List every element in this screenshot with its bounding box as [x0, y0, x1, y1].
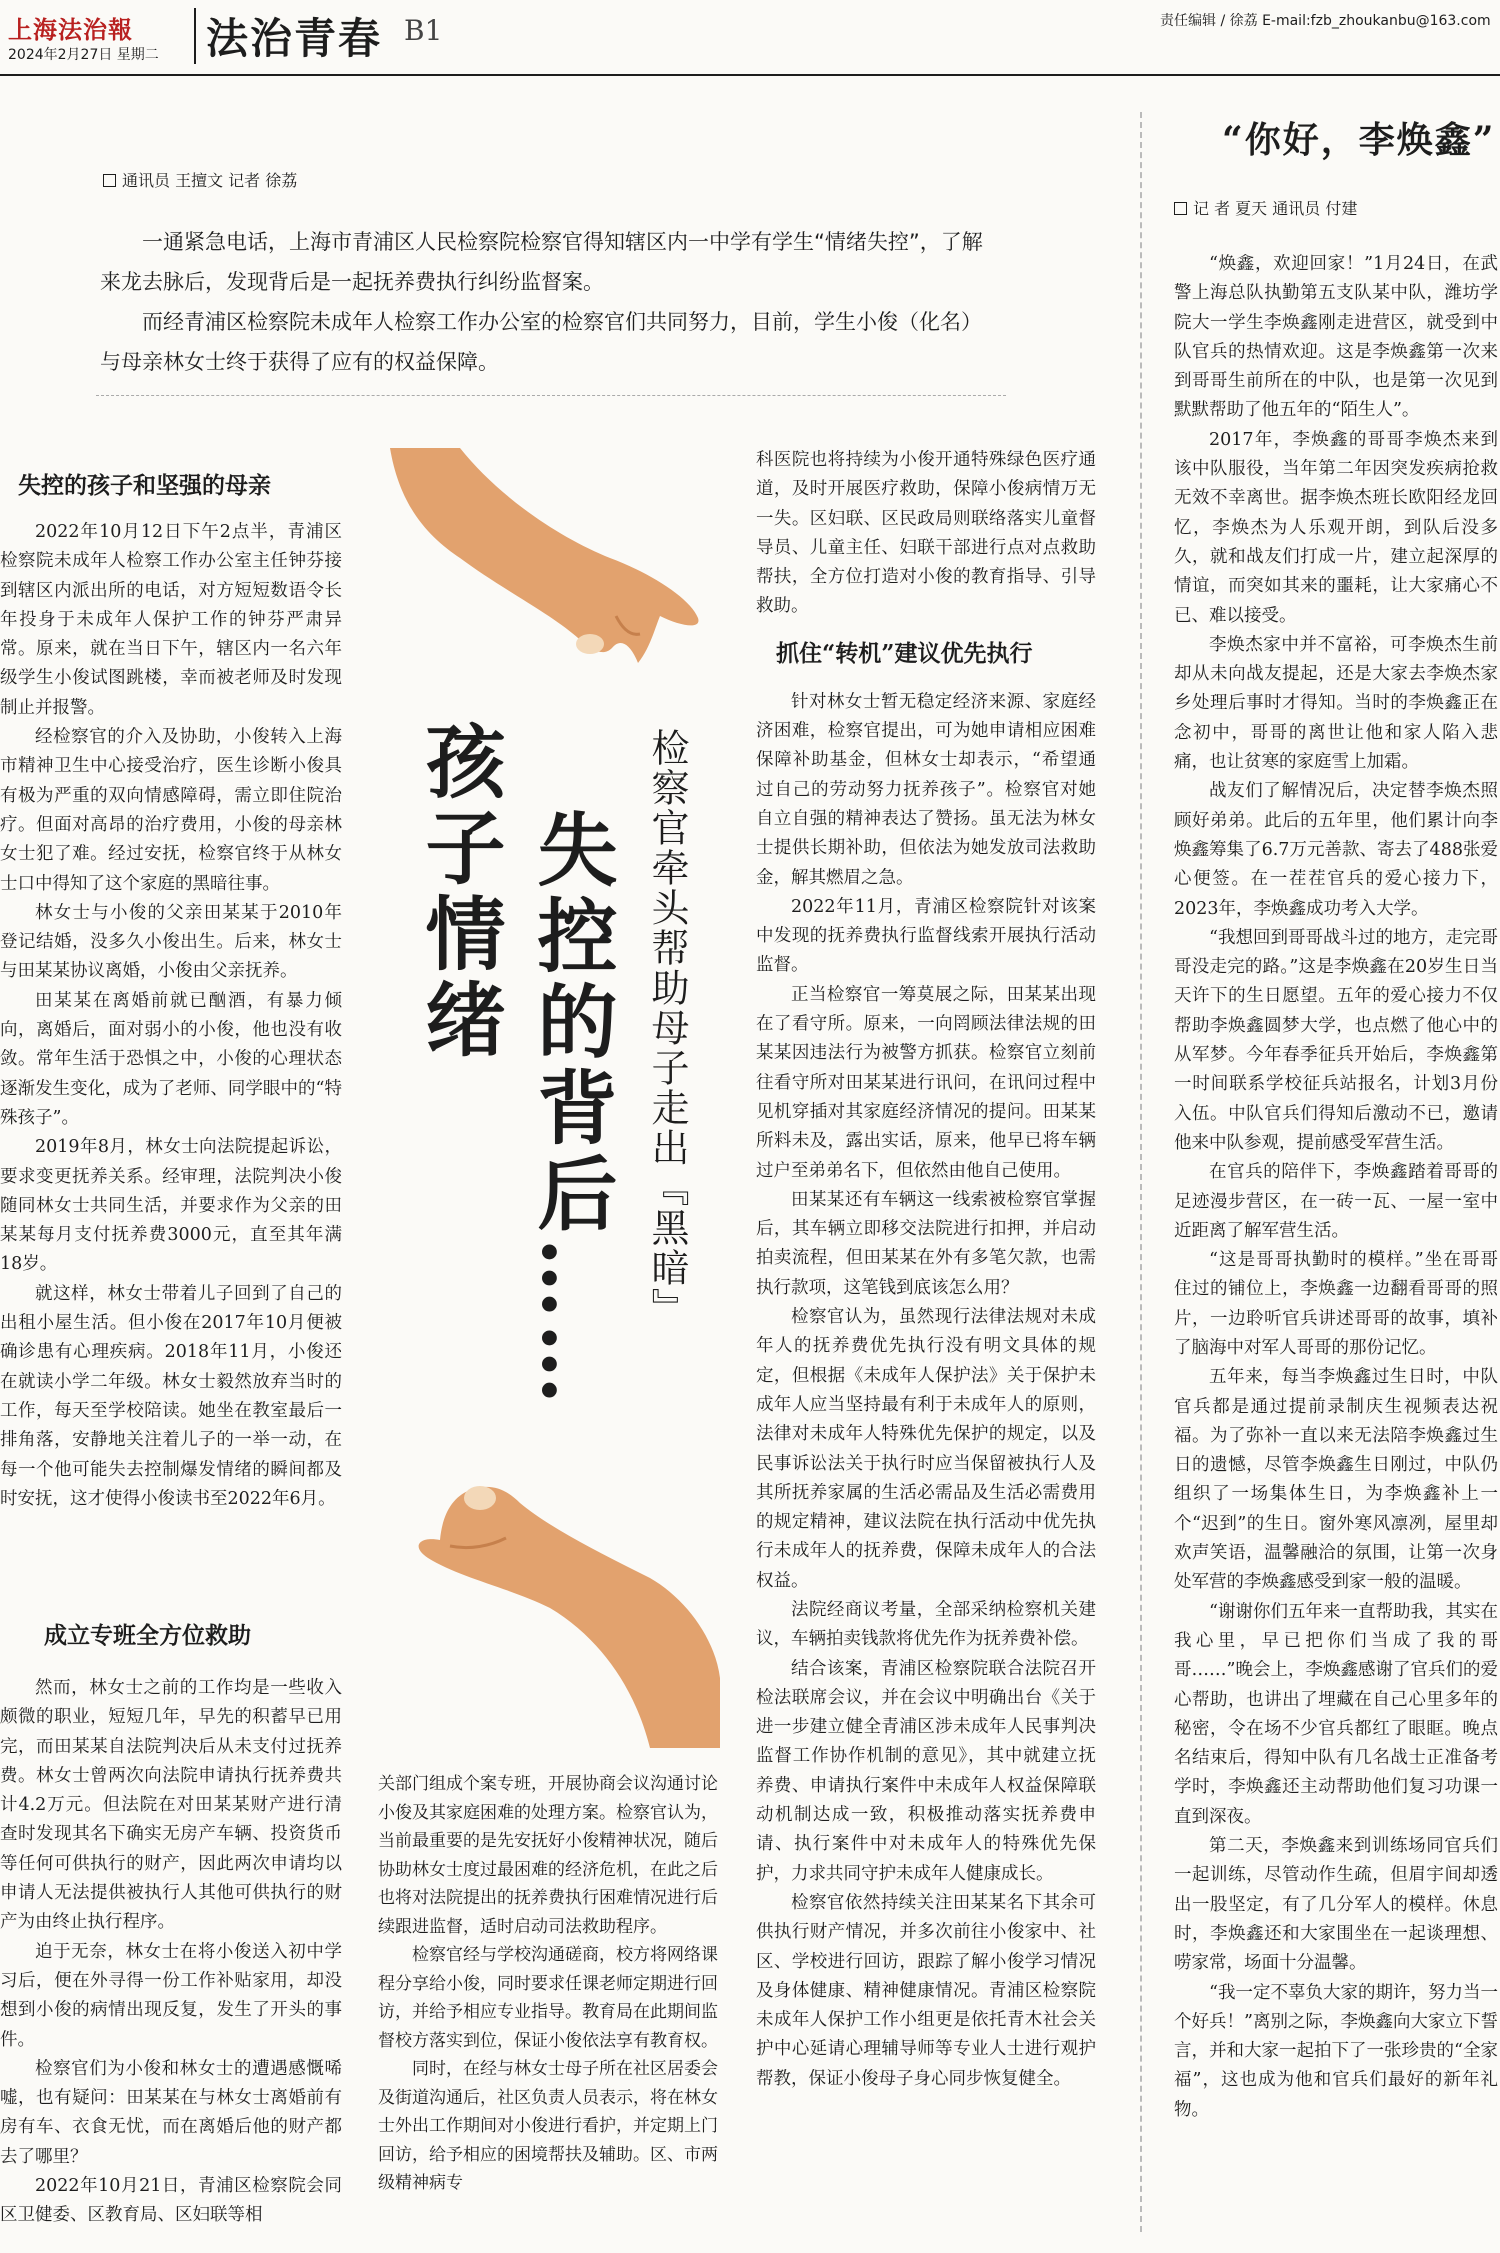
body-paragraph: 2019年8月，林女士向法院提起诉讼，要求变更抚养关系。经审理，法院判决小俊随同林女士共同生活，并要求作为父亲的田某某每月支付抚养费3000元，直至其年满18岁。	[0, 1137, 342, 1275]
body-paragraph: 五年来，每当李焕鑫过生日时，中队官兵都是通过提前录制庆生视频表达祝福。为了弥补一直以来无法陪李焕鑫过生日的遗憾，尽管李焕鑫生日刚过，中队仍组织了一场集体生日，为李焕鑫补上一个“迟到”的生日。窗外寒风凛冽，屋里却欢声笑语，温馨融洽的氛围，让第一次身处军营的李焕鑫感受到家一般的温暖。	[1174, 1367, 1498, 1593]
article-byline: 通讯员 王擅文 记者 徐荔	[103, 168, 297, 191]
body-paragraph: 检察官依然持续关注田某某名下其余可供执行财产情况，并多次前往小俊家中、社区、学校进行回访，跟踪了解小俊学习情况及身体健康、精神健康情况。青浦区检察院未成年人保护工作小组更是依托青木社会关护中心延请心理辅导师等专业人士进行观护帮教，保证小俊母子身心同步恢复健全。	[756, 1892, 1096, 2089]
masthead-logo: 上海法治報	[8, 15, 133, 44]
editor-line: 责任编辑 / 徐荔 E-mail:fzb_zhoukanbu@163.com	[1160, 13, 1491, 29]
page-header	[0, 0, 1500, 76]
article-column-1-lower	[0, 1620, 342, 2231]
body-paragraph: 战友们了解情况后，决定替李焕杰照顾好弟弟。此后的五年里，他们累计向李焕鑫筹集了6.7万元善款、寄去了488张爱心便签。在一茬茬官兵的爱心接力下，2023年，李焕鑫成功考入大学。	[1174, 781, 1498, 919]
square-icon	[1174, 202, 1187, 215]
body-paragraph: 科医院也将持续为小俊开通特殊绿色医疗通道，及时开展医疗救助，保障小俊病情万无一失。区妇联、区民政局则联络落实儿童督导员、儿童主任、妇联干部进行点对点救助帮扶，全方位打造对小俊的教育指导、引导救助。	[756, 450, 1096, 617]
body-paragraph: “谢谢你们五年来一直帮助我，其实在我心里，早已把你们当成了我的哥哥……”晚会上，李焕鑫感谢了官兵们的爱心帮助，也讲出了埋藏在自己心里多年的秘密，令在场不少官兵都红了眼眶。晚点名结束后，得知中队有几名战士正准备考学时，李焕鑫还主动帮助他们复习功课一直到深夜。	[1174, 1601, 1498, 1827]
column-divider	[1140, 112, 1142, 2232]
subheadline: 检察官牵头帮助母子走出『黑暗』	[645, 728, 689, 1328]
lead-paragraph: 而经青浦区检察院未成年人检察工作办公室的检察官们共同努力，目前，学生小俊（化名）与母亲林女士终于获得了应有的权益保障。	[100, 310, 982, 374]
body-paragraph: “我一定不辜负大家的期许，努力当一个好兵！”离别之际，李焕鑫向大家立下誓言，并和大家一起拍下了一张珍贵的“全家福”，这也成为他和官兵们最好的新年礼物。	[1174, 1982, 1498, 2120]
body-paragraph: 2022年10月21日，青浦区检察院会同区卫健委、区教育局、区妇联等相	[0, 2176, 342, 2226]
body-paragraph: 正当检察官一筹莫展之际，田某某出现在了看守所。原来，一向罔顾法律法规的田某某因违法行为被警方抓获。检察官立刻前往看守所对田某某进行讯问，在讯问过程中见机穿插对其家庭经济情况的提问。田某某所料未及，露出实话，原来，他早已将车辆过户至弟弟名下，但依然由他自己使用。	[756, 984, 1096, 1181]
body-paragraph: 李焕杰家中并不富裕，可李焕杰生前却从未向战友提起，还是大家去李焕杰家乡处理后事时才得知。当时的李焕鑫正在念初中，哥哥的离世让他和家人陷入悲痛，也让贫寒的家庭雪上加霜。	[1174, 634, 1498, 773]
body-paragraph: 同时，在经与林女士母子所在社区居委会及街道沟通后，社区负责人员表示，将在林女士外出工作期间对小俊进行看护，并定期上门回访，给予相应的困境帮扶及辅助。区、市两级精神病专	[378, 2059, 718, 2193]
body-paragraph: 2022年10月12日下午2点半，青浦区检察院未成年人检察工作办公室主任钟芬接到辖区内派出所的电话，对方短短数语令长年投身于未成年人保护工作的钟芬严肃异常。原来，就在当日下午，辖区内一名六年级学生小俊试图跳楼，幸而被老师及时发现制止并报警。	[0, 522, 342, 718]
body-paragraph: 在官兵的陪伴下，李焕鑫踏着哥哥的足迹漫步营区，在一砖一瓦、一屋一室中近距离了解军营生活。	[1174, 1162, 1498, 1241]
body-paragraph: 2022年11月，青浦区检察院针对该案中发现的抚养费执行监督线索开展执行活动监督。	[756, 896, 1096, 976]
section-title: 法治青春	[206, 14, 383, 63]
article-column-1	[0, 470, 342, 1514]
body-paragraph: 第二天，李焕鑫来到训练场同官兵们一起训练，尽管动作生疏，但眉宇间却透出一股坚定，有了几分军人的模样。休息时，李焕鑫还和大家围坐在一起谈理想、唠家常，场面十分温馨。	[1174, 1836, 1498, 1974]
side-article-byline: 记 者 夏天 通讯员 付建	[1174, 196, 1357, 219]
article-lead	[100, 222, 1002, 382]
body-paragraph: 结合该案，青浦区检察院联合法院召开检法联席会议，并在会议中明确出台《关于进一步建立健全青浦区涉未成年人民事判决监督工作协作机制的意见》，其中就建立抚养费、申请执行案件中未成年人权益保障联动机制达成一致，积极推动落实抚养费申请、执行案件中对未成年人的特殊优先保护，力求共同守护未成年人健康成长。	[756, 1658, 1096, 1884]
body-paragraph: 检察官经与学校沟通磋商，校方将网络课程分享给小俊，同时要求任课老师定期进行回访，并给予相应专业指导。教育局在此期间监督校方落实到位，保证小俊依法享有教育权。	[378, 1945, 718, 2051]
body-paragraph: 法院经商议考量，全部采纳检察机关建议，车辆拍卖钱款将优先作为抚养费补偿。	[756, 1599, 1096, 1650]
body-paragraph: “我想回到哥哥战斗过的地方，走完哥哥没走完的路。”这是李焕鑫在20岁生日当天许下的生日愿望。五年的爱心接力不仅帮助李焕鑫圆梦大学，也点燃了他心中的从军梦。今年春季征兵开始后，李焕鑫第一时间联系学校征兵站报名，计划3月份入伍。中队官兵们得知后激动不已，邀请他来中队参观，提前感受军营生活。	[1174, 927, 1498, 1153]
body-paragraph: 检察官们为小俊和林女士的遭遇感慨唏嘘，也有疑问：田某某在与林女士离婚前有房有车、衣食无忧，而在离婚后他的财产都去了哪里？	[0, 2058, 342, 2167]
lower-hand-icon	[419, 1486, 720, 1748]
section-heading: 成立专班全方位救助	[44, 1622, 251, 1649]
body-paragraph: 就这样，林女士带着儿子回到了自己的出租小屋生活。但小俊在2017年10月便被确诊患有心理疾病。2018年11月，小俊还在就读小学二年级。林女士毅然放弃当时的工作，每天至学校陪读。她坐在教室最后一排角落，安静地关注着儿子的一举一动，在每一个他可能失去控制爆发情绪的瞬间都及时安抚，这才使得小俊读书至2022年6月。	[0, 1283, 342, 1509]
article-column-3	[756, 446, 1096, 2094]
headline-part-1: 孩子情绪	[412, 720, 506, 1064]
section-heading: 失控的孩子和坚强的母亲	[18, 472, 271, 499]
article-column-2	[378, 1770, 718, 2198]
page-number: B1	[404, 14, 443, 47]
body-paragraph: 针对林女士暂无稳定经济来源、家庭经济困难，检察官提出，可为她申请相应困难保障补助基金，但林女士却表示，“希望通过自己的劳动努力抚养孩子”。检察官对她自立自强的精神表达了赞扬。虽无法为林女士提供长期补助，但依法为她发放司法救助金，解其燃眉之急。	[756, 691, 1096, 888]
body-paragraph: 林女士与小俊的父亲田某某于2010年登记结婚，没多久小俊出生。后来，林女士与田某某协议离婚，小俊由父亲抚养。	[0, 902, 342, 982]
body-paragraph: “这是哥哥执勤时的模样。”坐在哥哥住过的铺位上，李焕鑫一边翻看哥哥的照片，一边聆听官兵讲述哥哥的故事，填补了脑海中对军人哥哥的那份记忆。	[1174, 1250, 1498, 1358]
header-divider	[194, 8, 196, 64]
body-paragraph: 然而，林女士之前的工作均是一些收入颇微的职业，短短几年，早先的积蓄早已用完，而田某某自法院判决后从未支付过抚养费。林女士曾两次向法院申请执行抚养费共计4.2万元。但法院在对田某某财产进行清查时发现其名下确实无房产车辆、投资货币等任何可供执行的财产，因此两次申请均以申请人无法提供被执行人其他可供执行的财产为由终止执行程序。	[0, 1678, 342, 1933]
body-paragraph: 田某某在离婚前就已酗酒，有暴力倾向，离婚后，面对弱小的小俊，他也没有收敛。常年生活于恐惧之中，小俊的心理状态逐渐发生变化，成为了老师、同学眼中的“特殊孩子”。	[0, 990, 342, 1128]
body-paragraph: “焕鑫，欢迎回家！”1月24日，在武警上海总队执勤第五支队某中队，潍坊学院大一学生李焕鑫刚走进营区，就受到中队官兵的热情欢迎。这是李焕鑫第一次来到哥哥生前所在的中队，也是第一次见到默默帮助了他五年的“陌生人”。	[1174, 254, 1498, 421]
issue-date: 2024年2月27日 星期二	[8, 47, 159, 63]
body-paragraph: 检察官认为，虽然现行法律法规对未成年人的抚养费优先执行没有明文具体的规定，但根据《未成年人保护法》关于保护未成年人应当坚持最有利于未成年人的原则，法律对未成年人特殊优先保护的规定，以及民事诉讼法关于执行时应当保留被执行人及其所抚养家属的生活必需品及生活必需费用的规定精神，建议法院在执行活动中优先执行未成年人的抚养费，保障未成年人的合法权益。	[756, 1307, 1096, 1591]
body-paragraph: 田某某还有车辆这一线索被检察官掌握后，其车辆立即移交法院进行扣押，并启动拍卖流程，但田某某在外有多笔欠款，也需执行款项，这笔钱到底该怎么用？	[756, 1189, 1096, 1298]
body-paragraph: 2017年，李焕鑫的哥哥李焕杰来到该中队服役，当年第二年因突发疾病抢救无效不幸离世。据李焕杰班长欧阳经龙回忆，李焕杰为人乐观开朗，到队后没多久，就和战友们打成一片，建立起深厚的情谊，而突如其来的噩耗，让大家痛心不已、难以接受。	[1174, 429, 1498, 626]
body-paragraph: 迫于无奈，林女士在将小俊送入初中学习后，便在外寻得一份工作补贴家用，却没想到小俊的病情出现反复，发生了开头的事件。	[0, 1941, 342, 2050]
section-heading: 抓住“转机”建议优先执行	[776, 639, 1033, 667]
square-icon	[103, 174, 116, 187]
body-paragraph: 关部门组成个案专班，开展协商会议沟通讨论小俊及其家庭困难的处理方案。检察官认为，当前最重要的是先安抚好小俊精神状况，随后协助林女士度过最困难的经济危机，在此之后也将对法院提出的抚养费执行困难情况进行后续跟进监督，适时启动司法救助程序。	[378, 1774, 718, 1937]
side-article-title: “你好，李焕鑫”	[1222, 119, 1496, 161]
upper-hand-icon	[390, 448, 698, 663]
lead-paragraph: 一通紧急电话，上海市青浦区人民检察院检察官得知辖区内一中学有学生“情绪失控”，了解来龙去脉后，发现背后是一起抚养费执行纠纷监督案。	[100, 230, 983, 294]
side-article-body	[1174, 250, 1498, 2125]
body-paragraph: 经检察官的介入及协助，小俊转入上海市精神卫生中心接受治疗，医生诊断小俊具有极为严重的双向情感障碍，需立即住院治疗。但面对高昂的治疗费用，小俊的母亲林女士犯了难。经过安抚，检察官终于从林女士口中得知了这个家庭的黑暗往事。	[0, 727, 342, 894]
headline-part-2: 失控的背后……	[524, 808, 618, 1410]
